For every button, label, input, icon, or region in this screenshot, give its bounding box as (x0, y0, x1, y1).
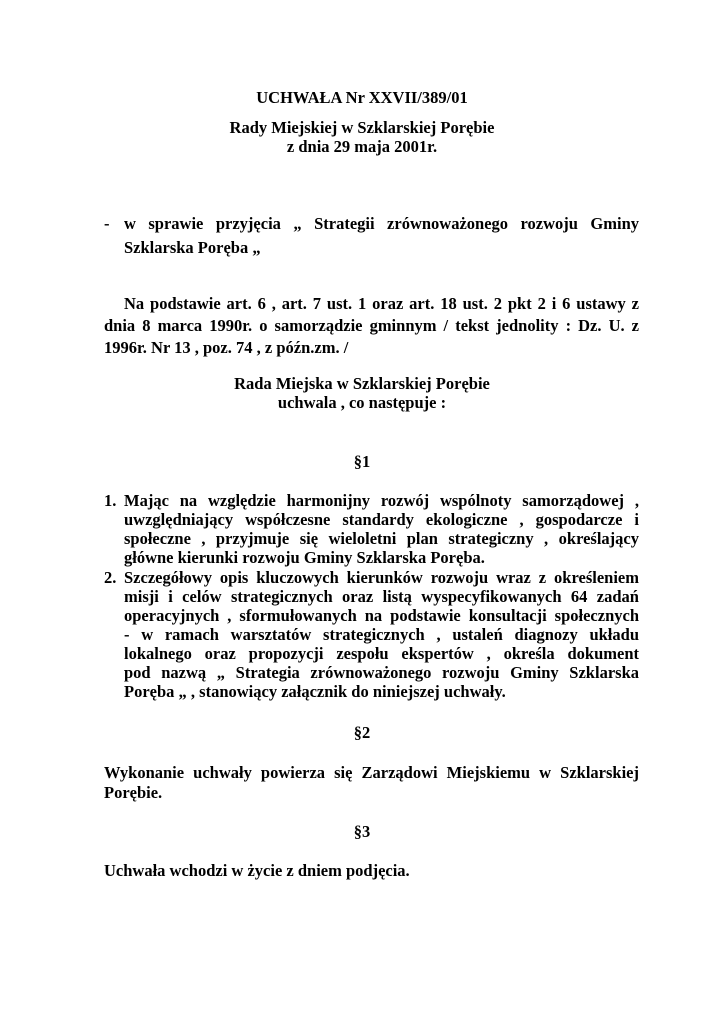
item-1-line: uwzględniający współczesne standardy ekologiczne , gospodarcze i (124, 510, 639, 529)
basis-line-3: 1996r. Nr 13 , poz. 74 , z późn.zm. / (104, 338, 349, 357)
resolution-issuer: Rady Miejskiej w Szklarskiej Porębie (229, 118, 495, 137)
section-3-line-1: Uchwała wchodzi w życie z dniem podjęcia. (104, 861, 410, 880)
section-2-line-2: Porębie. (104, 783, 163, 802)
subject-dash: - (104, 214, 110, 233)
item-2-line: - w ramach warsztatów strategicznych , ustaleń diagnozy układu (124, 625, 639, 644)
item-2-line: pod nazwą „ Strategia zrównoważonego rozwoju Gminy Szklarska (124, 663, 639, 682)
item-1-number: 1. (104, 491, 117, 510)
section-3-heading: §3 (353, 822, 371, 841)
item-2-number: 2. (104, 568, 117, 587)
resolves-phrase: uchwala , co następuje : (277, 393, 447, 412)
council-name: Rada Miejska w Szklarskiej Porębie (234, 374, 490, 393)
item-2-line: Poręba „ , stanowiący załącznik do niniejszej uchwały. (124, 682, 506, 701)
section-2-heading: §2 (353, 723, 371, 742)
item-1-line: główne kierunki rozwoju Gminy Szklarska Poręba. (124, 548, 485, 567)
section-1-heading: §1 (353, 452, 371, 471)
item-2-line: operacyjnych , sformułowanych na podstawie konsultacji społecznych (124, 606, 639, 625)
item-2-line: Szczegółowy opis kluczowych kierunków rozwoju wraz z określeniem (124, 568, 639, 587)
basis-line-1: Na podstawie art. 6 , art. 7 ust. 1 oraz art. 18 ust. 2 pkt 2 i 6 ustawy z (124, 294, 639, 313)
item-1-line: społeczne , przyjmuje się wieloletni plan strategiczny , określający (124, 529, 639, 548)
resolution-date: z dnia 29 maja 2001r. (286, 137, 438, 156)
subject-line-1: w sprawie przyjęcia „ Strategii zrównoważonego rozwoju Gminy (124, 214, 639, 233)
resolution-title: UCHWAŁA Nr XXVII/389/01 (256, 88, 468, 107)
subject-line-2: Szklarska Poręba „ (124, 238, 261, 257)
section-2-line-1: Wykonanie uchwały powierza się Zarządowi Miejskiemu w Szklarskiej (104, 763, 639, 782)
basis-line-2: dnia 8 marca 1990r. o samorządzie gminnym / tekst jednolity : Dz. U. z (104, 316, 639, 335)
item-2-line: lokalnego oraz propozycji zespołu ekspertów , określa dokument (124, 644, 639, 663)
item-2-line: misji i celów strategicznych oraz listą wyspecyfikowanych 64 zadań (124, 587, 639, 606)
item-1-line: Mając na względzie harmonijny rozwój wspólnoty samorządowej , (124, 491, 639, 510)
